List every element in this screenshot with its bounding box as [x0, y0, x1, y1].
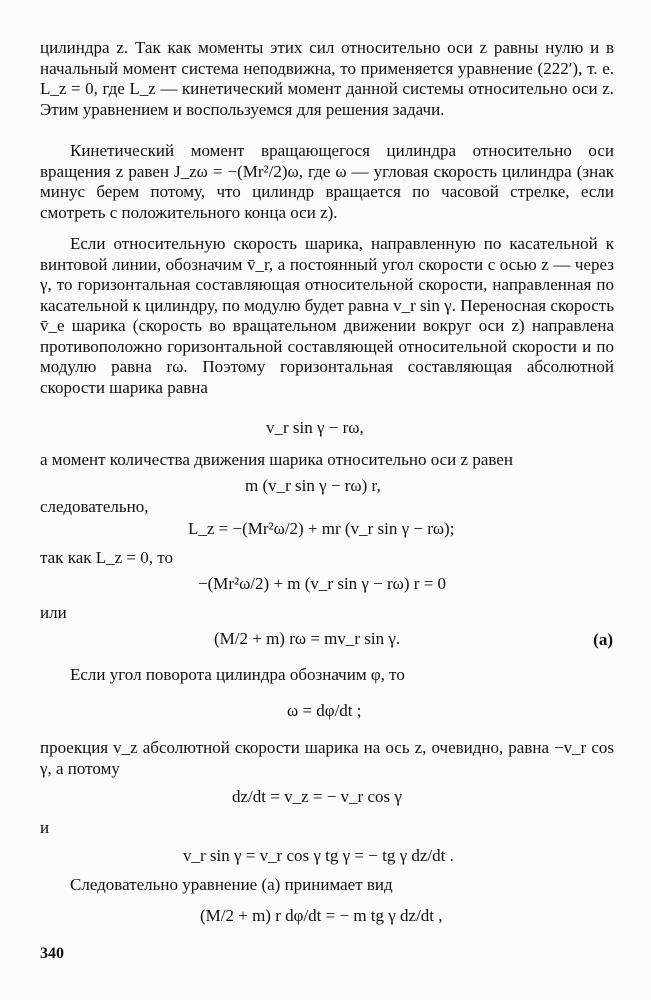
formula-7: dz/dt = v_z = − v_r cos γ [232, 787, 402, 806]
formula-2: m (v_r sin γ − rω) r, [245, 476, 381, 495]
formula-6: ω = dφ/dt ; [287, 701, 362, 720]
formula-5: (M/2 + m) rω = mv_r sin γ. [214, 629, 401, 648]
paragraph-8: Если угол поворота цилиндра обозначим φ, то [70, 665, 405, 684]
paragraph-11: Следовательно уравнение (a) принимает вид [70, 875, 393, 894]
paragraph-10: и [40, 818, 50, 837]
formula-3: L_z = −(Mr²ω/2) + mr (v_r sin γ − rω); [188, 519, 455, 538]
paragraph-9: проекция v_z абсолютной скорости шарика на ось z, очевидно, равна −v_r cos γ, а потому [40, 738, 614, 778]
paragraph-7: или [40, 603, 67, 622]
formula-1: v_r sin γ − rω, [266, 418, 364, 437]
paragraph-4: а момент количества движения шарика относительно оси z равен [40, 450, 513, 469]
formula-8: v_r sin γ = v_r cos γ tg γ = − tg γ dz/dt . [183, 846, 454, 865]
paragraph-3: Если относительную скорость шарика, направленную по касательной к винтовой линии, обозначим v̄_r, а постоянный угол скорости с осью z — через γ, то горизонтальная составляющая относительной скорости, направленная по касательной к цилиндру, по модулю будет равна v_r sin γ. Переносная скорость v̄_e шарика (скорость во вращательном движении вокруг оси z) направлена противоположно горизонтальной составляющей относительной скорости и по модулю равна rω. Поэтому горизонтальная составляющая абсолютной скорости шарика равна [40, 234, 614, 397]
formula-9: (M/2 + m) r dφ/dt = − m tg γ dz/dt , [200, 906, 443, 925]
paragraph-5: следовательно, [40, 497, 149, 516]
page-number: 340 [40, 945, 64, 962]
equation-label-a: (a) [593, 630, 613, 649]
paragraph-1: цилиндра z. Так как моменты этих сил относительно оси z равны нулю и в начальный момент система неподвижна, то применяется уравнение (222′), т. е. L_z = 0, где L_z — кинетический момент данной системы относительно оси z. Этим уравнением и воспользуемся для решения задачи. [40, 38, 614, 119]
paragraph-2: Кинетический момент вращающегося цилиндра относительно оси вращения z равен J_zω = −(Mr²/2)ω, где ω — угловая скорость цилиндра (знак минус берем потому, что цилиндр вращается по часовой стрелке, если смотреть с положительного конца оси z). [40, 141, 614, 222]
formula-4: −(Mr²ω/2) + m (v_r sin γ − rω) r = 0 [198, 574, 447, 593]
paragraph-6: так как L_z = 0, то [40, 548, 173, 567]
